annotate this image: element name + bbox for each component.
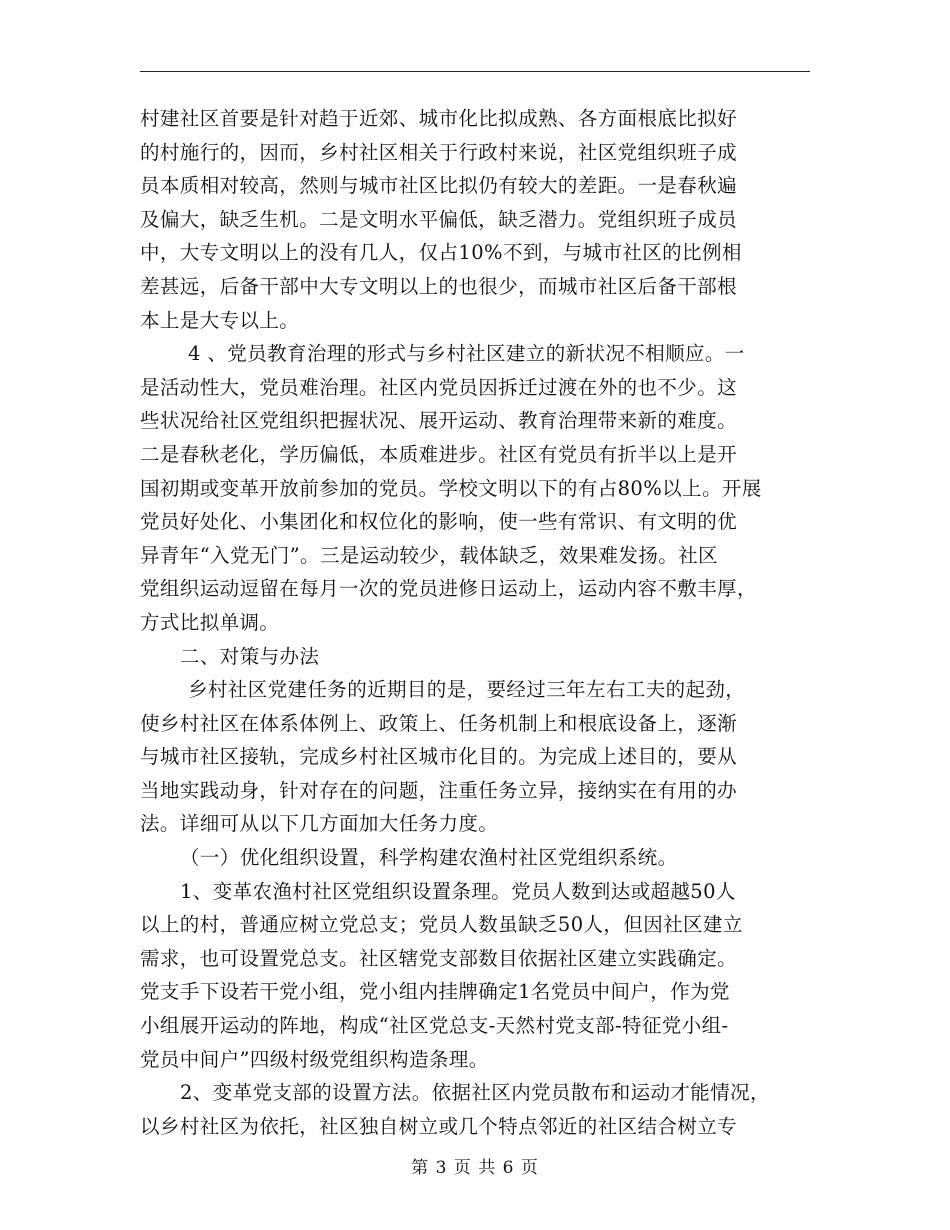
text-line: 村建社区首要是针对趋于近郊、城市化比拟成熟、各方面根底比拟好 [140,107,738,130]
page-number-footer: 第 3 页 共 6 页 [411,1158,539,1178]
text-line: 是活动性大，党员难治理。社区内党员因拆迁过渡在外的也不少。这 [140,375,738,399]
section-heading: 二、对策与办法 [180,644,320,668]
text-line: 员本质相对较高，然则与城市社区比拟仍有较大的差距。一是春秋遍 [140,174,738,198]
text-line: 需求，也可设置党总支。社区辖党支部数目依据社区建立实践确定。 [140,946,738,970]
paragraph-start-line: 1、变革农渔村社区党组织设置条理。党员人数到达或超越50人 [180,879,736,903]
text-line: 中，大专文明以上的没有几人，仅占10%不到，与城市社区的比例相 [140,241,742,265]
text-line: 及偏大，缺乏生机。二是文明水平偏低，缺乏潜力。党组织班子成员 [140,207,738,231]
text-line: 小组展开运动的阵地，构成“社区党总支-天然村党支部-特征党小组- [140,1014,729,1038]
paragraph-start-line: 4 、党员教育治理的形式与乡村社区建立的新状况不相顺应。一 [188,342,745,366]
text-line: 些状况给社区党组织把握状况、展开运动、教育治理带来新的难度。 [140,409,738,433]
paragraph-start-line: 乡村社区党建任务的近期目的是，要经过三年左右工夫的起劲， [188,678,746,702]
text-line: 党支手下设若干党小组，党小组内挂牌确定1名党员中间户，作为党 [140,980,730,1004]
text-line: 使乡村社区在体系体例上、政策上、任务机制上和根底设备上，逐渐 [140,711,738,735]
text-line: 本上是大专以上。 [140,308,300,332]
text-line: 法。详细可从以下几方面加大任务力度。 [140,812,499,836]
body-text [140,102,820,1143]
text-line: 方式比拟单调。 [140,610,280,634]
text-line: 以上的村，普通应树立党总支；党员人数虽缺乏50人，但因社区建立 [140,913,743,937]
text-line: 党组织运动逗留在每月一次的党员进修日运动上，运动内容不敷丰厚， [140,577,757,601]
paragraph-start-line: 2、变革党支部的设置方法。依据社区内党员散布和运动才能情况， [180,1081,770,1105]
text-line: 与城市社区接轨，完成乡村社区城市化目的。为完成上述目的，要从 [140,745,738,769]
text-line: 差甚远，后备干部中大专文明以上的也很少，而城市社区后备干部根 [140,274,738,298]
text-line: 党员中间户”四级村级党组织构造条理。 [140,1047,489,1071]
text-line: 当地实践动身，针对存在的问题，注重任务立异，接纳实在有用的办 [140,778,738,802]
subsection-heading: （一）优化组织设置，科学构建农渔村社区党组织系统。 [180,846,678,870]
header-rule [140,71,810,72]
text-line: 党员好处化、小集团化和权位化的影响，使一些有常识、有文明的优 [140,510,738,534]
text-line: 异青年“入党无门”。三是运动较少，载体缺乏，效果难发扬。社区 [140,543,718,567]
text-line: 二是春秋老化，学历偏低，本质难进步。社区有党员有折半以上是开 [140,442,738,466]
text-line: 国初期或变革开放前参加的党员。学校文明以下的有占80%以上。开展 [140,476,762,500]
text-line: 的村施行的，因而，乡村社区相关于行政村来说，社区党组织班子成 [140,140,738,164]
text-line: 以乡村社区为依托，社区独自树立或几个特点邻近的社区结合树立专 [140,1114,738,1138]
